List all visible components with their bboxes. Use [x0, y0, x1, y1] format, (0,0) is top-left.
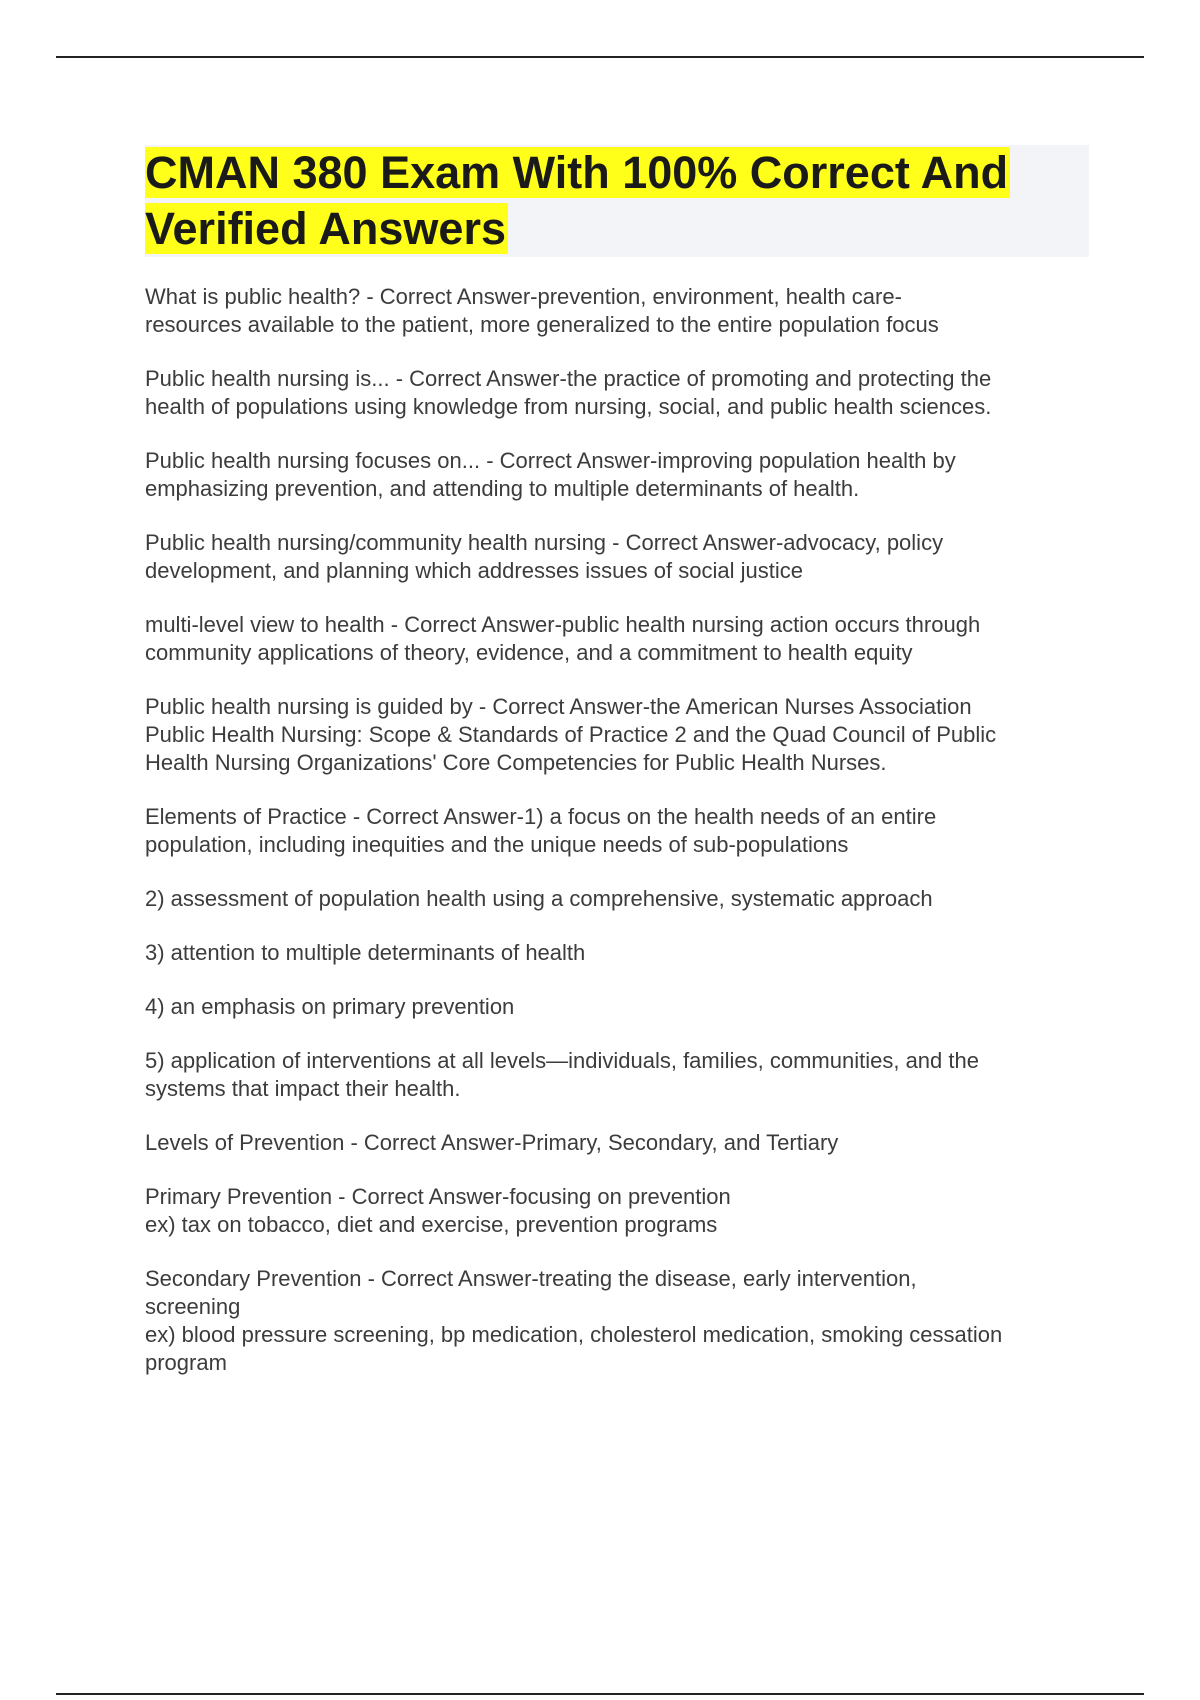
qa-list — [145, 283, 1095, 1403]
qa-entry — [145, 529, 1095, 585]
page-title — [145, 145, 1089, 257]
title-block — [145, 145, 1089, 257]
qa-entry-line: What is public health? - Correct Answer-prevention, environment, health care- — [145, 284, 902, 309]
qa-entry-line: population, including inequities and the unique needs of sub-populations — [145, 832, 849, 857]
qa-entry — [145, 885, 1095, 913]
qa-entry-line: Health Nursing Organizations' Core Competencies for Public Health Nurses. — [145, 750, 887, 775]
qa-entry — [145, 1265, 1095, 1377]
qa-entry-line: Public health nursing focuses on... - Correct Answer-improving population health by — [145, 448, 956, 473]
top-rule — [56, 56, 1144, 58]
qa-entry — [145, 447, 1095, 503]
qa-entry-line: screening — [145, 1294, 241, 1319]
qa-entry-line: 5) application of interventions at all levels—individuals, families, communities, and the — [145, 1048, 979, 1073]
qa-entry-line: Public health nursing is guided by - Correct Answer-the American Nurses Association — [145, 694, 972, 719]
qa-entry — [145, 803, 1095, 859]
qa-entry — [145, 1183, 1095, 1239]
qa-entry — [145, 993, 1095, 1021]
qa-entry — [145, 365, 1095, 421]
qa-entry-line: community applications of theory, evidence, and a commitment to health equity — [145, 640, 913, 665]
qa-entry-line: Levels of Prevention - Correct Answer-Primary, Secondary, and Tertiary — [145, 1130, 839, 1155]
qa-entry-line: Elements of Practice - Correct Answer-1) a focus on the health needs of an entire — [145, 804, 937, 829]
qa-entry-line: resources available to the patient, more generalized to the entire population focus — [145, 312, 939, 337]
qa-entry — [145, 1129, 1095, 1157]
qa-entry-line: systems that impact their health. — [145, 1076, 461, 1101]
qa-entry-line: development, and planning which addresses issues of social justice — [145, 558, 803, 583]
qa-entry-line: ex) blood pressure screening, bp medication, cholesterol medication, smoking cessation — [145, 1322, 1003, 1347]
qa-entry-line: 4) an emphasis on primary prevention — [145, 994, 515, 1019]
bottom-rule — [56, 1693, 1144, 1695]
qa-entry-line: Public health nursing is... - Correct Answer-the practice of promoting and protecting the — [145, 366, 992, 391]
qa-entry — [145, 1047, 1095, 1103]
qa-entry — [145, 693, 1095, 777]
qa-entry — [145, 283, 1095, 339]
qa-entry-line: Secondary Prevention - Correct Answer-treating the disease, early intervention, — [145, 1266, 917, 1291]
qa-entry-line: emphasizing prevention, and attending to multiple determinants of health. — [145, 476, 860, 501]
qa-entry-line: program — [145, 1350, 227, 1375]
qa-entry-line: Primary Prevention - Correct Answer-focusing on prevention — [145, 1184, 731, 1209]
qa-entry-line: ex) tax on tobacco, diet and exercise, prevention programs — [145, 1212, 718, 1237]
title-line-2: Verified Answers — [145, 203, 506, 254]
qa-entry — [145, 611, 1095, 667]
qa-entry-line: Public health nursing/community health nursing - Correct Answer-advocacy, policy — [145, 530, 944, 555]
qa-entry-line: health of populations using knowledge from nursing, social, and public health sciences. — [145, 394, 992, 419]
title-line-1: CMAN 380 Exam With 100% Correct And — [145, 147, 1009, 198]
qa-entry-line: multi-level view to health - Correct Answer-public health nursing action occurs through — [145, 612, 981, 637]
qa-entry-line: 3) attention to multiple determinants of health — [145, 940, 586, 965]
qa-entry-line: Public Health Nursing: Scope & Standards of Practice 2 and the Quad Council of Public — [145, 722, 997, 747]
qa-entry — [145, 939, 1095, 967]
qa-entry-line: 2) assessment of population health using a comprehensive, systematic approach — [145, 886, 933, 911]
